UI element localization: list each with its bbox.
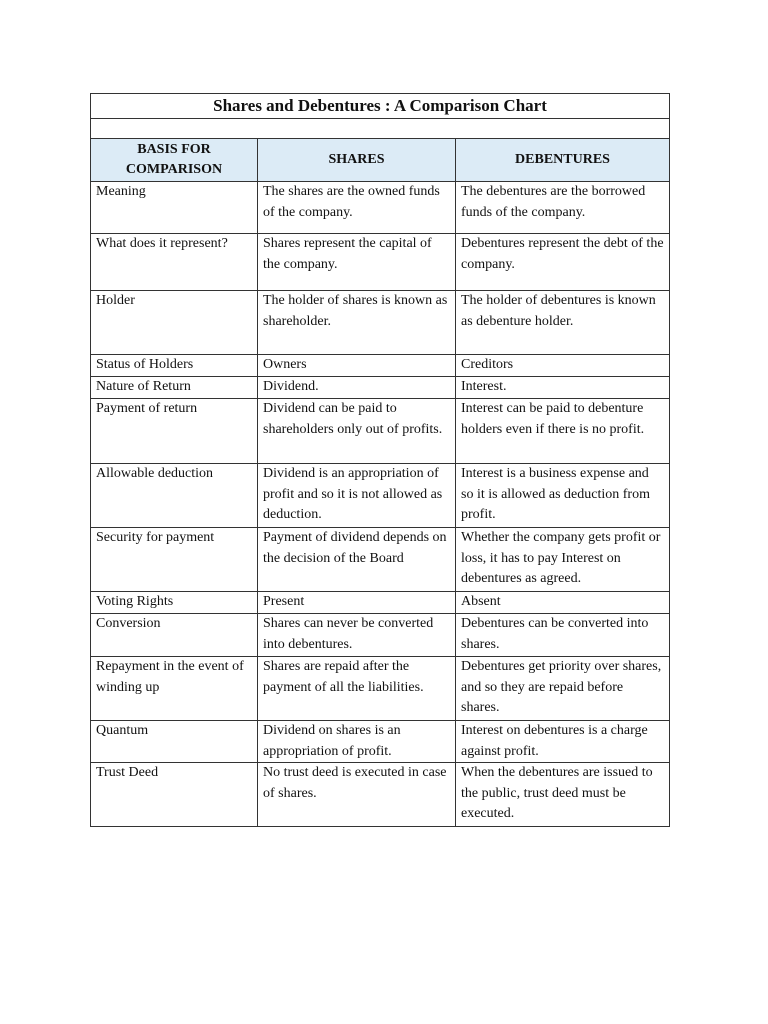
cell-debentures: Interest on debentures is a charge against profit. [456,721,670,763]
cell-shares: Dividend on shares is an appropriation of profit. [258,721,456,763]
cell-basis: Payment of return [91,399,258,464]
comparison-chart-document [90,93,669,827]
cell-basis: Quantum [91,721,258,763]
cell-shares: Present [258,592,456,614]
cell-debentures: The debentures are the borrowed funds of the company. [456,182,670,234]
table-row [91,528,670,592]
cell-shares: Owners [258,355,456,377]
empty-cell [91,119,670,139]
cell-basis: Conversion [91,614,258,657]
cell-shares: The shares are the owned funds of the company. [258,182,456,234]
table-row [91,592,670,614]
table-row [91,464,670,528]
spacer-row [91,119,670,139]
cell-debentures: Creditors [456,355,670,377]
cell-debentures: When the debentures are issued to the public, trust deed must be executed. [456,763,670,827]
cell-basis: Holder [91,291,258,355]
title-row [91,94,670,119]
cell-debentures: Debentures represent the debt of the company. [456,234,670,291]
cell-shares: Dividend. [258,377,456,399]
chart-title: Shares and Debentures : A Comparison Chart [91,94,670,119]
table-row [91,234,670,291]
cell-debentures: Interest can be paid to debenture holders even if there is no profit. [456,399,670,464]
cell-shares: No trust deed is executed in case of shares. [258,763,456,827]
cell-debentures: Interest is a business expense and so it is allowed as deduction from profit. [456,464,670,528]
table-row [91,614,670,657]
cell-basis: Trust Deed [91,763,258,827]
comparison-table [90,93,670,827]
cell-basis: Repayment in the event of winding up [91,657,258,721]
table-row [91,721,670,763]
cell-basis: Meaning [91,182,258,234]
cell-debentures: Debentures get priority over shares, and so they are repaid before shares. [456,657,670,721]
cell-basis: Allowable deduction [91,464,258,528]
cell-shares: Shares are repaid after the payment of all the liabilities. [258,657,456,721]
cell-shares: Payment of dividend depends on the decision of the Board [258,528,456,592]
header-shares: SHARES [258,139,456,182]
table-row [91,291,670,355]
table-row [91,182,670,234]
cell-debentures: Whether the company gets profit or loss, it has to pay Interest on debentures as agreed. [456,528,670,592]
header-basis: BASIS FOR COMPARISON [91,139,258,182]
cell-shares: The holder of shares is known as shareholder. [258,291,456,355]
cell-basis: Status of Holders [91,355,258,377]
cell-debentures: Absent [456,592,670,614]
cell-shares: Shares can never be converted into debentures. [258,614,456,657]
table-row [91,355,670,377]
table-row [91,377,670,399]
cell-basis: Security for payment [91,528,258,592]
cell-debentures: Debentures can be converted into shares. [456,614,670,657]
cell-shares: Shares represent the capital of the company. [258,234,456,291]
cell-basis: Voting Rights [91,592,258,614]
cell-debentures: Interest. [456,377,670,399]
header-debentures: DEBENTURES [456,139,670,182]
header-row [91,139,670,182]
table-row [91,763,670,827]
cell-debentures: The holder of debentures is known as debenture holder. [456,291,670,355]
cell-basis: Nature of Return [91,377,258,399]
cell-shares: Dividend is an appropriation of profit and so it is not allowed as deduction. [258,464,456,528]
table-row [91,657,670,721]
cell-basis: What does it represent? [91,234,258,291]
table-row [91,399,670,464]
cell-shares: Dividend can be paid to shareholders only out of profits. [258,399,456,464]
